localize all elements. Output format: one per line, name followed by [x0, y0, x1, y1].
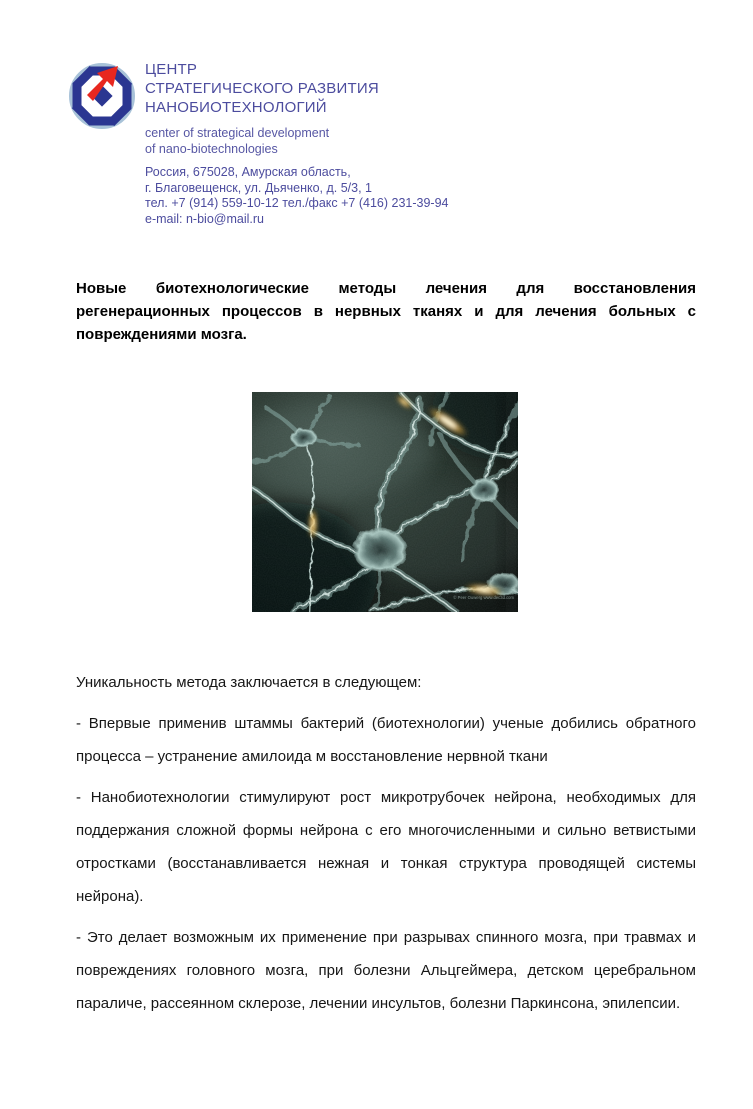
figure-watermark: © Peer Ouwerg www.dec3d.com: [453, 595, 514, 600]
address-line-email: e-mail: n-bio@mail.ru: [145, 211, 264, 226]
address-line-city: г. Благовещенск, ул. Дьяченко, д. 5/3, 1: [145, 180, 372, 195]
org-name: [145, 60, 379, 117]
org-name-line: НАНОБИОТЕХНОЛОГИЙ: [145, 99, 327, 116]
org-subtitle: [145, 125, 329, 157]
doc-heading: Новые биотехнологические методы лечения для восстановления регенерационных процессов в нервных тканях и для лечения больных с повреждениями мозга.: [76, 280, 696, 343]
org-subtitle-line: center of strategical development: [145, 126, 330, 140]
address-line-country: Россия, 675028, Амурская область,: [145, 165, 351, 179]
org-address: [145, 165, 449, 227]
org-name-line: СТРАТЕГИЧЕСКОГО РАЗВИТИЯ: [145, 80, 379, 97]
body-paragraph-microtubules: - Нанобиотехнологии стимулируют рост микротрубочек нейрона, необходимых для поддержания сложной формы нейрона с его многочисленными и сильно ветвистыми отростками (восстанавливается нежная и тонкая структура проводящей системы нейрона).: [76, 789, 696, 905]
body-paragraph-intro: Уникальность метода заключается в следующем:: [76, 674, 422, 691]
org-logo-icon: [64, 57, 140, 133]
body-paragraph-bacteria: - Впервые применив штаммы бактерий (биотехнологии) ученые добились обратного процесса – устранение амилоида м восстановление нервной ткани: [76, 715, 696, 765]
org-logo: [64, 57, 140, 133]
neurons-figure-image: [252, 392, 518, 612]
body-paragraph-applications: - Это делает возможным их применение при разрывах спинного мозга, при травмах и повреждениях головного мозга, при болезни Альцгеймера, детском церебральном параличе, рассеянном склерозе, лечении инсультов, болезни Паркинсона, эпилепсии.: [76, 929, 696, 1012]
address-line-phone: тел. +7 (914) 559-10-12 тел./факс +7 (416) 231-39-94: [145, 196, 449, 210]
org-name-line: ЦЕНТР: [145, 61, 198, 78]
org-subtitle-line: of nano-biotechnologies: [145, 142, 278, 156]
doc-body: [76, 666, 696, 1028]
neurons-figure: [252, 392, 518, 612]
